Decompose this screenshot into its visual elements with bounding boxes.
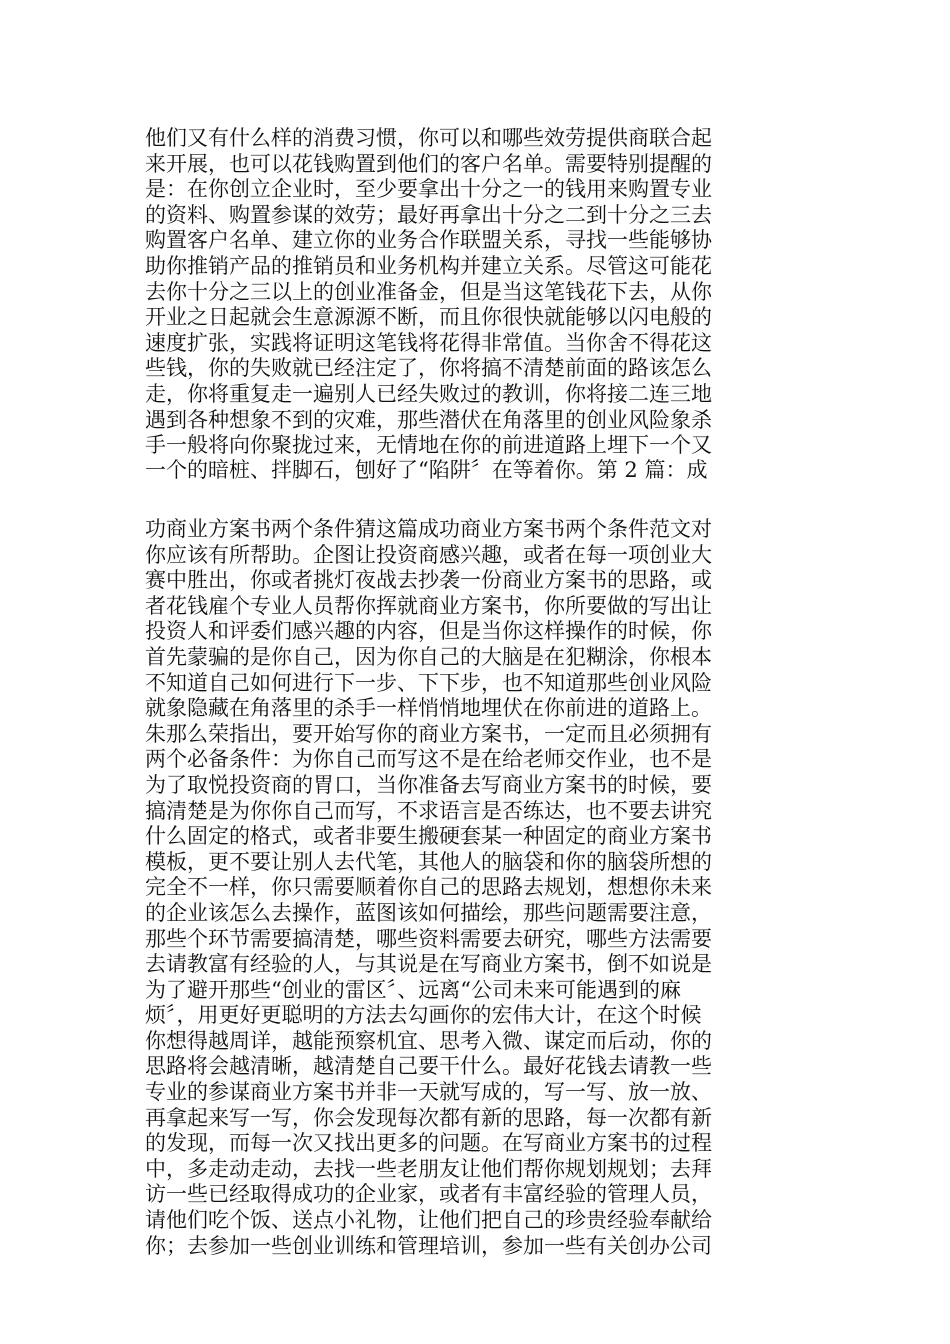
text-line: 他们又有什么样的消费习惯，你可以和哪些效劳提供商联合起 bbox=[145, 126, 712, 150]
text-line: 遇到各种想象不到的灾难，那些潜伏在角落里的创业风险象杀 bbox=[145, 407, 712, 432]
text-line: 中，多走动走动，去找一些老朋友让他们帮你规划规划；去拜 bbox=[145, 1156, 712, 1181]
text-line: 走，你将重复走一遍别人已经失败过的教训，你将接二连三地 bbox=[145, 381, 712, 406]
text-line: 什么固定的格式，或者非要生搬硬套某一种固定的商业方案书 bbox=[145, 824, 712, 849]
text-line: 烦〞，用更好更聪明的方法去勾画你的宏伟大计，在这个时候 bbox=[145, 1003, 702, 1028]
text-line: 去请教富有经验的人，与其说是在写商业方案书，倒不如说是 bbox=[145, 952, 712, 977]
text-line: 就象隐藏在角落里的杀手一样悄悄地埋伏在你前进的道路上。 bbox=[145, 696, 712, 721]
text-line: 再拿起来写一写，你会发现每次都有新的思路，每一次都有新 bbox=[145, 1105, 712, 1130]
text-line: 的企业该怎么去操作，蓝图该如何描绘，那些问题需要注意， bbox=[145, 900, 712, 925]
text-line: 功商业方案书两个条件猜这篇成功商业方案书两个条件范文对 bbox=[145, 517, 712, 541]
text-line: 的资料、购置参谋的效劳；最好再拿出十分之二到十分之三去 bbox=[145, 202, 712, 227]
text-line: 你应该有所帮助。企图让投资商感兴趣，或者在每一项创业大 bbox=[145, 542, 712, 567]
text-line: 的发现，而每一次又找出更多的问题。在写商业方案书的过程 bbox=[145, 1131, 712, 1156]
text-line: 是：在你创立企业时，至少要拿出十分之一的钱用来购置专业 bbox=[145, 177, 712, 202]
text-line: 搞清楚是为你你自己而写，不求语言是否练达，也不要去讲究 bbox=[145, 798, 712, 823]
text-line: 些钱，你的失败就已经注定了，你将搞不清楚前面的路该怎么 bbox=[145, 356, 712, 381]
text-line: 去你十分之三以上的创业准备金，但是当这笔钱花下去，从你 bbox=[145, 279, 712, 304]
paragraph-1 bbox=[145, 126, 810, 459]
paragraph-2 bbox=[145, 517, 810, 1259]
text-line: 你想得越周详，越能预察机宜、思考入微、谋定而后动，你的 bbox=[145, 1028, 712, 1053]
text-line: 来开展，也可以花钱购置到他们的客户名单。需要特别提醒的 bbox=[145, 151, 712, 176]
section-transition-line: 一个的暗桩、拌脚石，刨好了“陷阱〞在等着你。第 2 篇：成 bbox=[145, 458, 708, 482]
text-line: 速度扩张，实践将证明这笔钱将花得非常值。当你舍不得花这 bbox=[145, 330, 712, 355]
text-line: 投资人和评委们感兴趣的内容，但是当你这样操作的时候，你 bbox=[145, 619, 712, 644]
text-line: 思路将会越清晰，越清楚自己要干什么。最好花钱去请教一些 bbox=[145, 1054, 712, 1079]
text-line: 模板，更不要让别人去代笔，其他人的脑袋和你的脑袋所想的 bbox=[145, 849, 712, 874]
text-line: 助你推销产品的推销员和业务机构并建立关系。尽管这可能花 bbox=[145, 253, 712, 278]
text-line: 为了避开那些“创业的雷区〞、远离“公司未来可能遇到的麻 bbox=[145, 977, 681, 1002]
text-line: 手一般将向你聚拢过来，无情地在你的前进道路上埋下一个又 bbox=[145, 433, 712, 458]
text-line: 完全不一样，你只需要顺着你自己的思路去规划，想想你未来 bbox=[145, 875, 712, 900]
text-line: 者花钱雇个专业人员帮你挥就商业方案书，你所要做的写出让 bbox=[145, 593, 712, 618]
text-line: 访一些已经取得成功的企业家，或者有丰富经验的管理人员， bbox=[145, 1182, 712, 1207]
text-line: 那些个环节需要搞清楚，哪些资料需要去研究，哪些方法需要 bbox=[145, 926, 712, 951]
text-line: 朱那么荣指出，要开始写你的商业方案书，一定而且必须拥有 bbox=[145, 721, 712, 746]
text-line: 不知道自己如何进行下一步、下下步，也不知道那些创业风险 bbox=[145, 670, 712, 695]
text-line: 请他们吃个饭、送点小礼物，让他们把自己的珍贵经验奉献给 bbox=[145, 1208, 712, 1233]
text-line: 赛中胜出，你或者挑灯夜战去抄袭一份商业方案书的思路，或 bbox=[145, 568, 712, 593]
text-line: 两个必备条件：为你自己而写这不是在给老师交作业，也不是 bbox=[145, 747, 712, 772]
text-line: 开业之日起就会生意源源不断，而且你很快就能够以闪电般的 bbox=[145, 305, 712, 330]
text-line: 为了取悦投资商的胃口，当你准备去写商业方案书的时候，要 bbox=[145, 772, 712, 797]
text-line: 购置客户名单、建立你的业务合作联盟关系，寻找一些能够协 bbox=[145, 228, 712, 253]
text-line: 专业的参谋商业方案书并非一天就写成的，写一写、放一放、 bbox=[145, 1080, 712, 1105]
text-line: 首先蒙骗的是你自己，因为你自己的大脑是在犯糊涂，你根本 bbox=[145, 644, 712, 669]
text-line: 你；去参加一些创业训练和管理培训，参加一些有关创办公司 bbox=[145, 1233, 712, 1258]
